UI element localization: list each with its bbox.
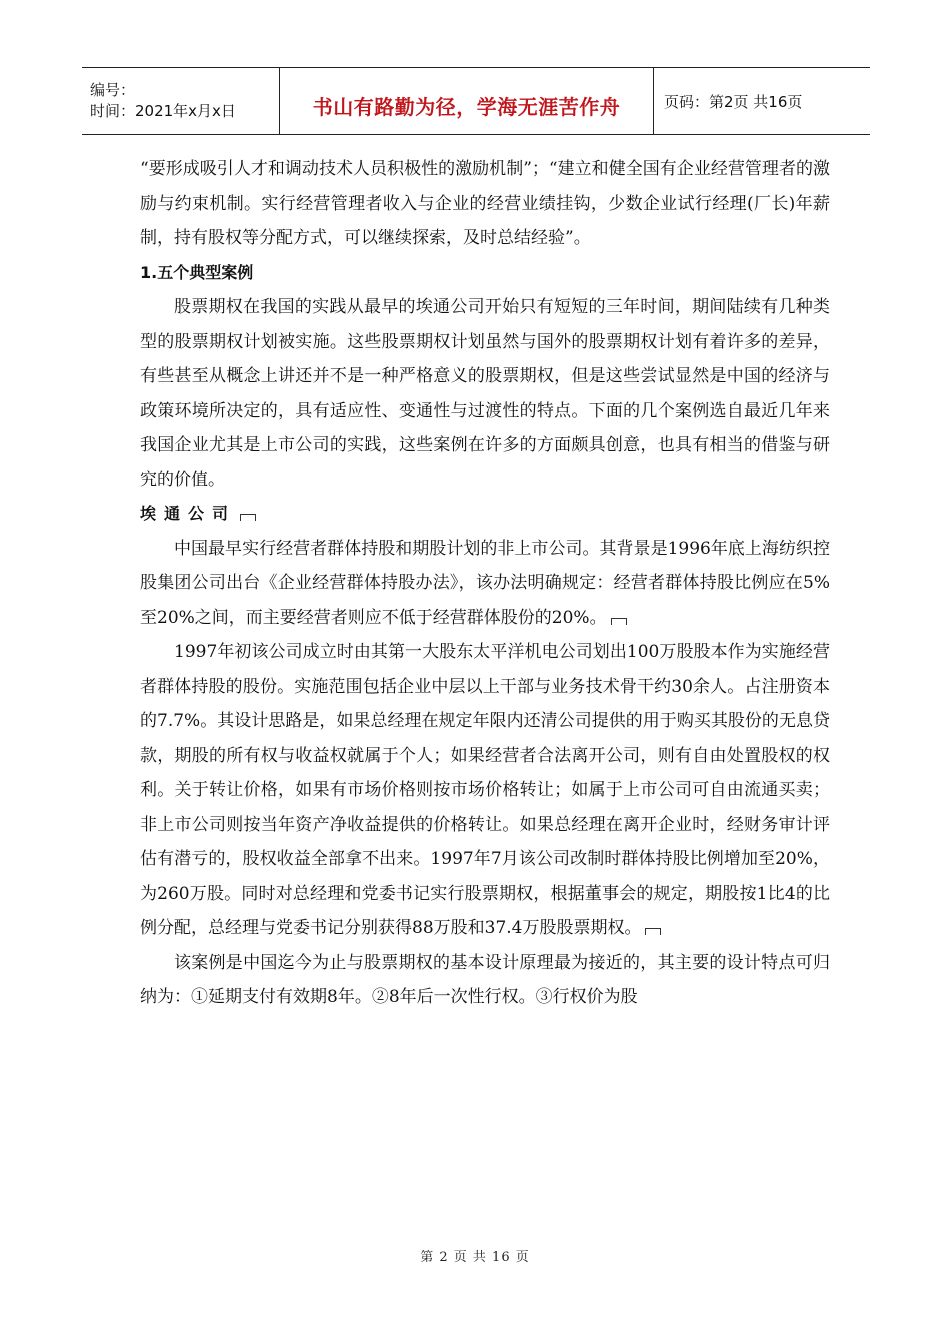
case-heading-text: 埃通公司 (140, 504, 237, 523)
edit-mark-icon (611, 618, 627, 625)
document-date-label: 时间：2021年x月x日 (90, 102, 236, 120)
edit-mark-icon (645, 928, 661, 935)
paragraph-case-details (140, 635, 830, 946)
page-footer: 第 2 页 共 16 页 (420, 1250, 530, 1265)
paragraph-intro: “要形成吸引人才和调动技术人员积极性的激励机制”；“建立和健全国有企业经营管理者的激励与约束机制。实行经营管理者收入与企业的经营业绩挂钩，少数企业试行经理(厂长)年薪制，持有股权等分配方式，可以继续探索，及时总结经验”。 (140, 159, 830, 248)
header-motto-cell (280, 68, 654, 134)
paragraph-case-summary: 该案例是中国迄今为止与股票期权的基本设计原理最为接近的，其主要的设计特点可归纳为：①延期支付有效期8年。②8年后一次性行权。③行权价为股 (140, 952, 830, 1007)
edit-mark-icon (240, 514, 256, 521)
paragraph-case-details-text: 1997年初该公司成立时由其第一大股东太平洋机电公司划出100万股股本作为实施经营者群体持股的股份。实施范围包括企业中层以上干部与业务技术骨干约30余人。占注册资本的7.7%。其设计思路是，如果总经理在规定年限内还清公司提供的用于购买其股份的无息贷款，期股的所有权与收益权就属于个人；如果经营者合法离开公司，则有自由处置股权的权利。关于转让价格，如果有市场价格则按市场价格转让；如属于上市公司可自由流通买卖；非上市公司则按当年资产净收益提供的价格转让。如果总经理在离开企业时，经财务审计评估有潜亏的，股权收益全部拿不出来。1997年7月该公司改制时群体持股比例增加至20%，为260万股。同时对总经理和党委书记实行股票期权，根据董事会的规定，期股按1比4的比例分配，总经理与党委书记分别获得88万股和37.4万股股票期权。 (140, 642, 830, 938)
header-motto: 书山有路勤为径，学海无涯苦作舟 (312, 94, 621, 119)
header-page-cell (654, 68, 870, 134)
paragraph-overview: 股票期权在我国的实践从最早的埃通公司开始只有短短的三年时间，期间陆续有几种类型的股票期权计划被实施。这些股票期权计划虽然与国外的股票期权计划有着许多的差异，有些甚至从概念上讲还并不是一种严格意义的股票期权，但是这些尝试显然是中国的经济与政策环境所决定的，具有适应性、变通性与过渡性的特点。下面的几个案例选自最近几年来我国企业尤其是上市公司的实践，这些案例在许多的方面颇具创意，也具有相当的借鉴与研究的价值。 (140, 297, 830, 490)
header-meta (82, 68, 280, 134)
page-header (82, 67, 870, 135)
document-number-label: 编号： (90, 81, 136, 99)
section-heading: 1.五个典型案例 (140, 262, 254, 282)
paragraph-case-background-text: 中国最早实行经营者群体持股和期股计划的非上市公司。其背景是1996年底上海纺织控股集团公司出台《企业经营群体持股办法》，该办法明确规定：经营者群体持股比例应在5%至20%之间，而主要经营者则应不低于经营群体股份的20%。 (140, 538, 830, 628)
case-heading (140, 497, 830, 532)
paragraph-case-background (140, 532, 830, 636)
header-page-label: 页码：第2页 共16页 (664, 92, 803, 111)
document-body (140, 152, 830, 1015)
